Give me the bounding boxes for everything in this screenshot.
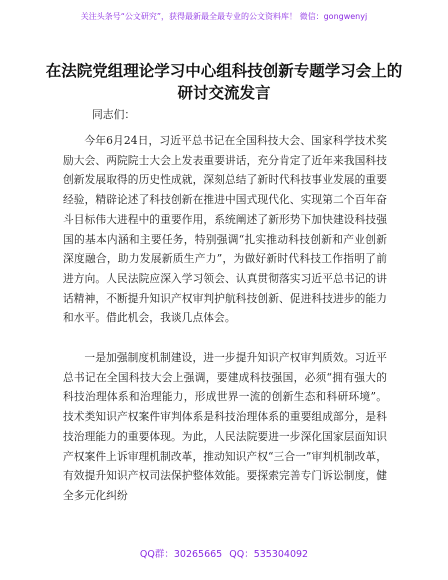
document-title: 在法院党组理论学习中心组科技创新专题学习会上的研讨交流发言 — [45, 62, 403, 102]
greeting: 同志们： — [92, 108, 136, 121]
document-body — [63, 131, 387, 506]
paragraph-point-one: 一是加强制度机制建设，进一步提升知识产权审判质效。习近平总书记在全国科技大会上强调，要建成科技强国，必须“拥有强大的科技治理体系和治理能力，形成世界一流的创新生态和科研环境”。技术类知识产权案件审判体系是科技治理体系的重要组成部分，是科技治理能力的重要体现。为此，人民法院要进一步深化国家层面知识产权案件上诉审理机制改革，推动知识产权“三合一”审判机制改革，有效提升知识产权司法保护整体效能。要探索完善专门诉讼制度，健全多元化纠纷 — [63, 351, 387, 502]
paragraph-intro: 今年6月24日，习近平总书记在全国科技大会、国家科学技术奖励大会、两院院士大会上发表重要讲话，充分肯定了近年来我国科技创新发展取得的历史性成就，深刻总结了新时代科技事业发展的重要经验，精辟论述了科技创新在推进中国式现代化、实现第二个百年奋斗目标伟大进程中的重要作用，系统阐述了新形势下加快建设科技强国的基本内涵和主要任务，特别强调“扎实推动科技创新和产业创新深度融合，助力发展新质生产力”，为做好新时代科技工作指明了前进方向。人民法院应深入学习领会、认真贯彻落实习近平总书记的讲话精神，不断提升知识产权审判护航科技创新、促进科技进步的能力和水平。借此机会，我谈几点体会。 — [63, 134, 387, 325]
footer-contact-note: QQ群：30265665 QQ：535304092 — [139, 549, 309, 560]
header-promo-note: 关注头条号“公文研究”，获得最新最全最专业的公文资料库！ 微信：gongwenyj — [80, 12, 368, 21]
